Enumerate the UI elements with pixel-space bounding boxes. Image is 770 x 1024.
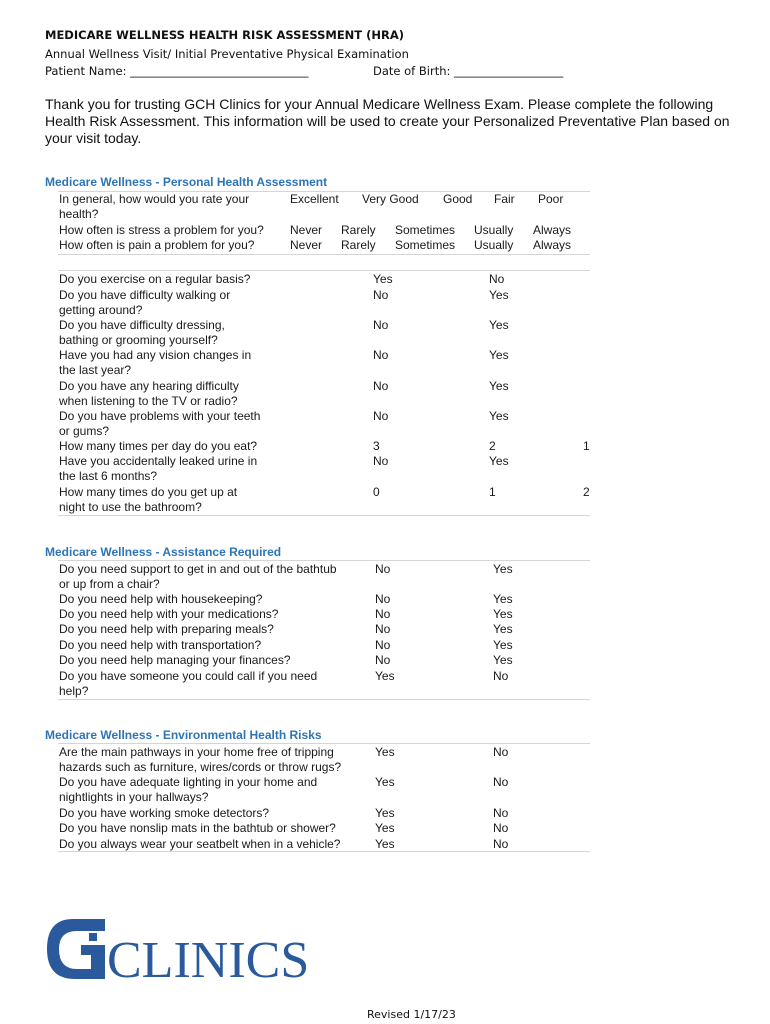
question-text: Have you accidentally leaked urine in <box>59 454 258 468</box>
question-text: Do you have adequate lighting in your home and <box>59 775 318 789</box>
answer-option-fair[interactable]: Fair <box>494 192 515 206</box>
answer-option[interactable]: Yes <box>493 607 513 621</box>
question-text: Do you need help with transportation? <box>59 638 262 652</box>
answer-option[interactable]: No <box>489 272 505 286</box>
intro-paragraph: Thank you for trusting GCH Clinics for your Annual Medicare Wellness Exam. Please complete the following Health Risk Assessment. This information will be used to create your Personalized Preventative Plan based on your visit today. <box>45 96 730 146</box>
question-text: Do you have difficulty dressing, <box>59 318 225 332</box>
question-text: Do you have problems with your teeth <box>59 409 261 423</box>
environment-section-title: Medicare Wellness - Environmental Health Risks <box>45 728 322 742</box>
answer-option[interactable]: No <box>373 454 389 468</box>
answer-option[interactable]: Yes <box>375 669 395 683</box>
answer-option[interactable]: Yes <box>375 775 395 789</box>
gch-clinics-logo <box>45 913 345 983</box>
answer-option-sometimes[interactable]: Sometimes <box>395 223 456 237</box>
answer-option[interactable]: No <box>375 638 391 652</box>
question-text: Do you need help with preparing meals? <box>59 622 274 636</box>
patient-name-field[interactable]: Patient Name: _______________________________ <box>45 64 309 78</box>
answer-option[interactable]: Yes <box>493 653 513 667</box>
answer-option[interactable]: No <box>373 318 389 332</box>
answer-option-very-good[interactable]: Very Good <box>362 192 419 206</box>
question-text: night to use the bathroom? <box>59 500 202 515</box>
answer-option[interactable]: 3 <box>373 439 380 453</box>
form-title: MEDICARE WELLNESS HEALTH RISK ASSESSMENT (HRA) <box>45 28 405 42</box>
question-text: hazards such as furniture, wires/cords or throw rugs? <box>59 760 342 775</box>
answer-option[interactable]: No <box>493 821 509 835</box>
question-text: How often is pain a problem for you? <box>59 238 255 252</box>
question-text: Do you need help with housekeeping? <box>59 592 263 606</box>
answer-option-rarely[interactable]: Rarely <box>341 238 376 252</box>
answer-option[interactable]: No <box>373 348 389 362</box>
answer-option[interactable]: Yes <box>375 806 395 820</box>
divider <box>58 560 590 561</box>
question-text: In general, how would you rate your <box>59 192 250 206</box>
date-of-birth-field[interactable]: Date of Birth: ___________________ <box>373 64 564 78</box>
answer-option[interactable]: No <box>493 775 509 789</box>
divider <box>58 699 590 700</box>
question-text: nightlights in your hallways? <box>59 790 209 805</box>
answer-option[interactable]: No <box>375 592 391 606</box>
question-text: Do you have nonslip mats in the bathtub or shower? <box>59 821 336 835</box>
answer-option[interactable]: 1 <box>583 439 590 453</box>
assistance-section-title: Medicare Wellness - Assistance Required <box>45 545 282 559</box>
answer-option[interactable]: Yes <box>375 837 395 851</box>
answer-option[interactable]: 2 <box>489 439 496 453</box>
form-subtitle: Annual Wellness Visit/ Initial Preventative Physical Examination <box>45 47 409 61</box>
answer-option[interactable]: No <box>493 745 509 759</box>
revised-date: Revised 1/17/23 <box>367 1008 456 1021</box>
question-text: Do you have working smoke detectors? <box>59 806 270 820</box>
answer-option-excellent[interactable]: Excellent <box>290 192 339 206</box>
question-text: or up from a chair? <box>59 577 160 592</box>
answer-option[interactable]: 1 <box>489 485 496 499</box>
question-text: Do you need help with your medications? <box>59 607 279 621</box>
question-text: bathing or grooming yourself? <box>59 333 218 348</box>
answer-option-never[interactable]: Never <box>290 238 323 252</box>
answer-option[interactable]: Yes <box>489 409 509 423</box>
answer-option[interactable]: Yes <box>375 821 395 835</box>
divider <box>58 270 590 271</box>
answer-option[interactable]: No <box>373 409 389 423</box>
answer-option-good[interactable]: Good <box>443 192 473 206</box>
answer-option-rarely[interactable]: Rarely <box>341 223 376 237</box>
gch-emblem-icon <box>47 919 105 979</box>
answer-option[interactable]: Yes <box>493 562 513 576</box>
question-text: the last 6 months? <box>59 469 158 484</box>
question-text: the last year? <box>59 363 132 378</box>
question-text: when listening to the TV or radio? <box>59 394 238 409</box>
answer-option[interactable]: Yes <box>373 272 393 286</box>
question-text: How many times do you get up at <box>59 485 238 499</box>
answer-option[interactable]: Yes <box>493 622 513 636</box>
answer-option-always[interactable]: Always <box>533 223 572 237</box>
answer-option-usually[interactable]: Usually <box>474 238 514 252</box>
answer-option[interactable]: Yes <box>489 318 509 332</box>
logo-wordmark: CLINICS <box>107 932 310 983</box>
answer-option[interactable]: Yes <box>493 592 513 606</box>
question-text: help? <box>59 684 89 699</box>
answer-option-sometimes[interactable]: Sometimes <box>395 238 456 252</box>
answer-option[interactable]: Yes <box>489 348 509 362</box>
divider <box>58 851 590 852</box>
question-text: health? <box>59 207 99 221</box>
question-text: or gums? <box>59 424 110 439</box>
answer-option[interactable]: No <box>373 288 389 302</box>
answer-option[interactable]: No <box>375 562 391 576</box>
answer-option[interactable]: Yes <box>489 379 509 393</box>
question-text: How many times per day do you eat? <box>59 439 258 453</box>
answer-option[interactable]: Yes <box>375 745 395 759</box>
question-text: Are the main pathways in your home free of tripping <box>59 745 334 759</box>
answer-option[interactable]: No <box>373 379 389 393</box>
answer-option[interactable]: No <box>375 653 391 667</box>
personal-health-section-title: Medicare Wellness - Personal Health Assessment <box>45 175 328 189</box>
question-text: Do you need support to get in and out of the bathtub <box>59 562 337 576</box>
answer-option[interactable]: No <box>493 806 509 820</box>
divider <box>58 743 590 744</box>
divider <box>58 515 590 516</box>
answer-option-never[interactable]: Never <box>290 223 323 237</box>
question-text: Do you need help managing your finances? <box>59 653 291 667</box>
divider <box>58 254 590 255</box>
answer-option[interactable]: 2 <box>583 485 590 499</box>
answer-option-poor[interactable]: Poor <box>538 192 564 206</box>
answer-option[interactable]: No <box>493 837 509 851</box>
answer-option[interactable]: No <box>493 669 509 683</box>
question-text: Do you have someone you could call if you need <box>59 669 318 683</box>
answer-option[interactable]: Yes <box>489 454 509 468</box>
answer-option-usually[interactable]: Usually <box>474 223 514 237</box>
answer-option[interactable]: No <box>375 607 391 621</box>
question-text: Do you always wear your seatbelt when in a vehicle? <box>59 837 341 851</box>
answer-option[interactable]: 0 <box>373 485 380 499</box>
question-text: How often is stress a problem for you? <box>59 223 264 237</box>
answer-option-always[interactable]: Always <box>533 238 572 252</box>
answer-option[interactable]: No <box>375 622 391 636</box>
answer-option[interactable]: Yes <box>489 288 509 302</box>
question-text: Do you exercise on a regular basis? <box>59 272 251 286</box>
answer-option[interactable]: Yes <box>493 638 513 652</box>
question-text: getting around? <box>59 303 143 318</box>
question-text: Do you have any hearing difficulty <box>59 379 239 393</box>
question-text: Do you have difficulty walking or <box>59 288 231 302</box>
question-text: Have you had any vision changes in <box>59 348 252 362</box>
